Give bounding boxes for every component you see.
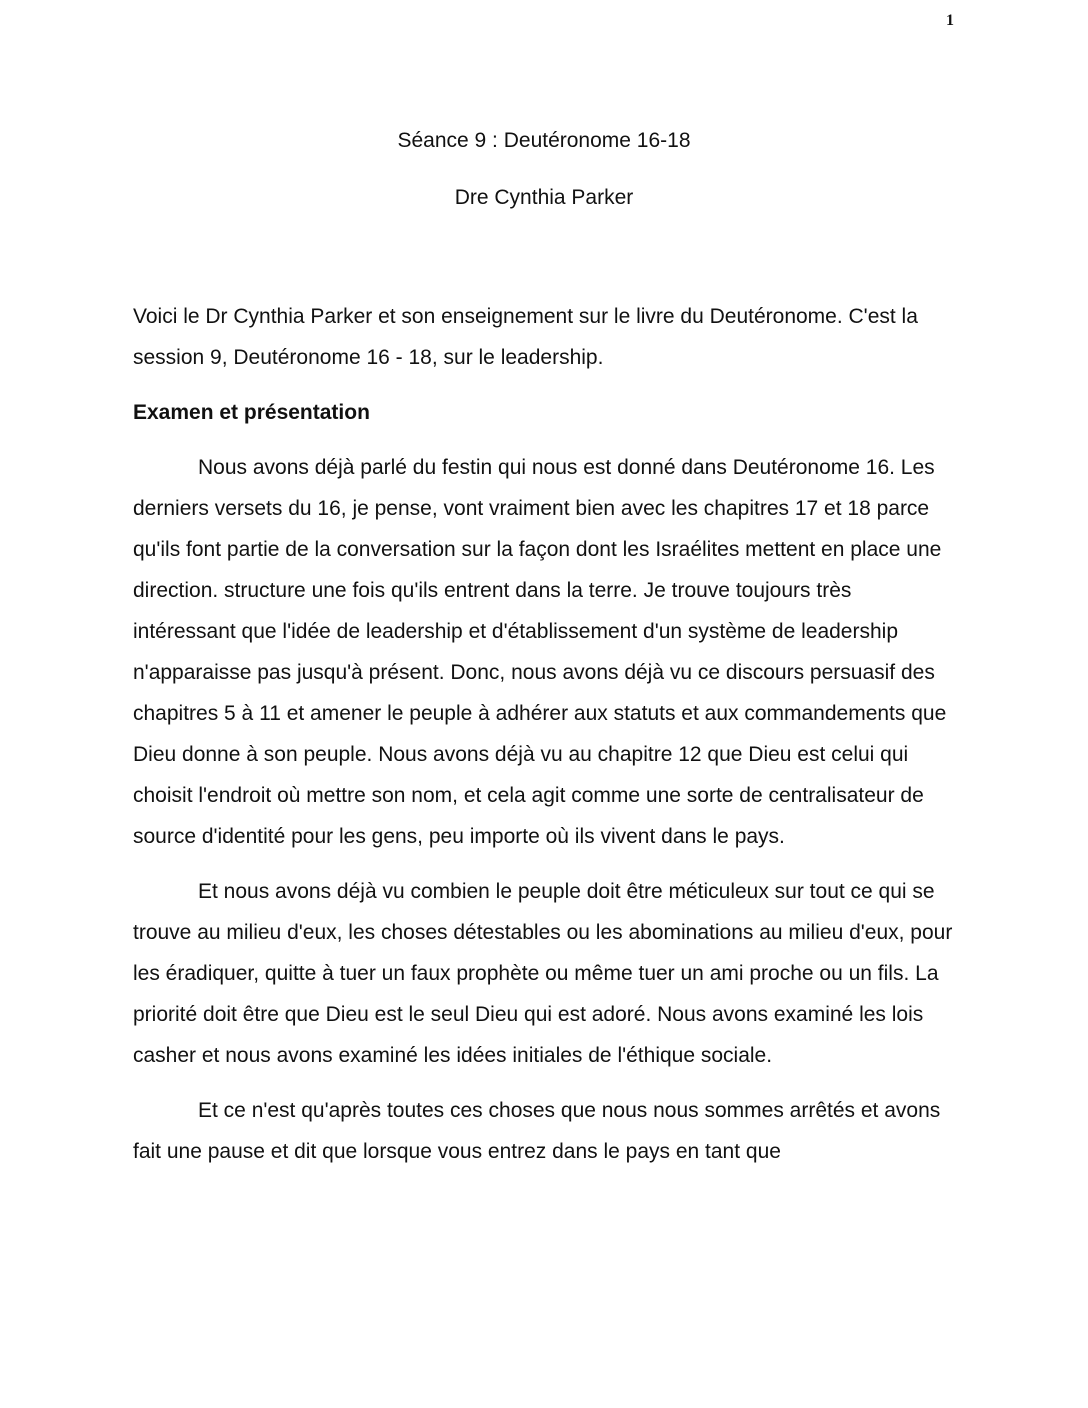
page-number: 1 — [946, 12, 954, 29]
intro-paragraph: Voici le Dr Cynthia Parker et son enseignement sur le livre du Deutéronome. C'est la session 9, Deutéronome 16 - 18, sur le leadership. — [133, 305, 918, 369]
document-title: Séance 9 : Deutéronome 16-18 — [397, 129, 691, 152]
body-paragraph-1: Nous avons déjà parlé du festin qui nous est donné dans Deutéronome 16. Les derniers versets du 16, je pense, vont vraiment bien avec les chapitres 17 et 18 parce qu'ils font partie de la conversation sur la façon dont les Israélites mettent en place une direction. structure une fois qu'ils entrent dans la terre. Je trouve toujours très intéressant que l'idée de leadership et d'établissement d'un système de leadership n'apparaisse pas jusqu'à présent. Donc, nous avons déjà vu ce discours persuasif des chapitres 5 à 11 et amener le peuple à adhérer aux statuts et aux commandements que Dieu donne à son peuple. Nous avons déjà vu au chapitre 12 que Dieu est celui qui choisit l'endroit où mettre son nom, et cela agit comme une sorte de centralisateur de source d'identité pour les gens, peu importe où ils vivent dans le pays. — [133, 456, 947, 848]
document-body — [133, 296, 958, 1186]
body-paragraph-3: Et ce n'est qu'après toutes ces choses que nous nous sommes arrêtés et avons fait une pause et dit que lorsque vous entrez dans le pays en tant que — [133, 1099, 941, 1163]
section-heading: Examen et présentation — [133, 401, 370, 424]
body-paragraph-2: Et nous avons déjà vu combien le peuple doit être méticuleux sur tout ce qui se trouve au milieu d'eux, les choses détestables ou les abominations au milieu d'eux, pour les éradiquer, quitte à tuer un faux prophète ou même tuer un ami proche ou un fils. La priorité doit être que Dieu est le seul Dieu qui est adoré. Nous avons examiné les lois casher et nous avons examiné les idées initiales de l'éthique sociale. — [133, 880, 953, 1067]
document-author: Dre Cynthia Parker — [454, 186, 634, 209]
